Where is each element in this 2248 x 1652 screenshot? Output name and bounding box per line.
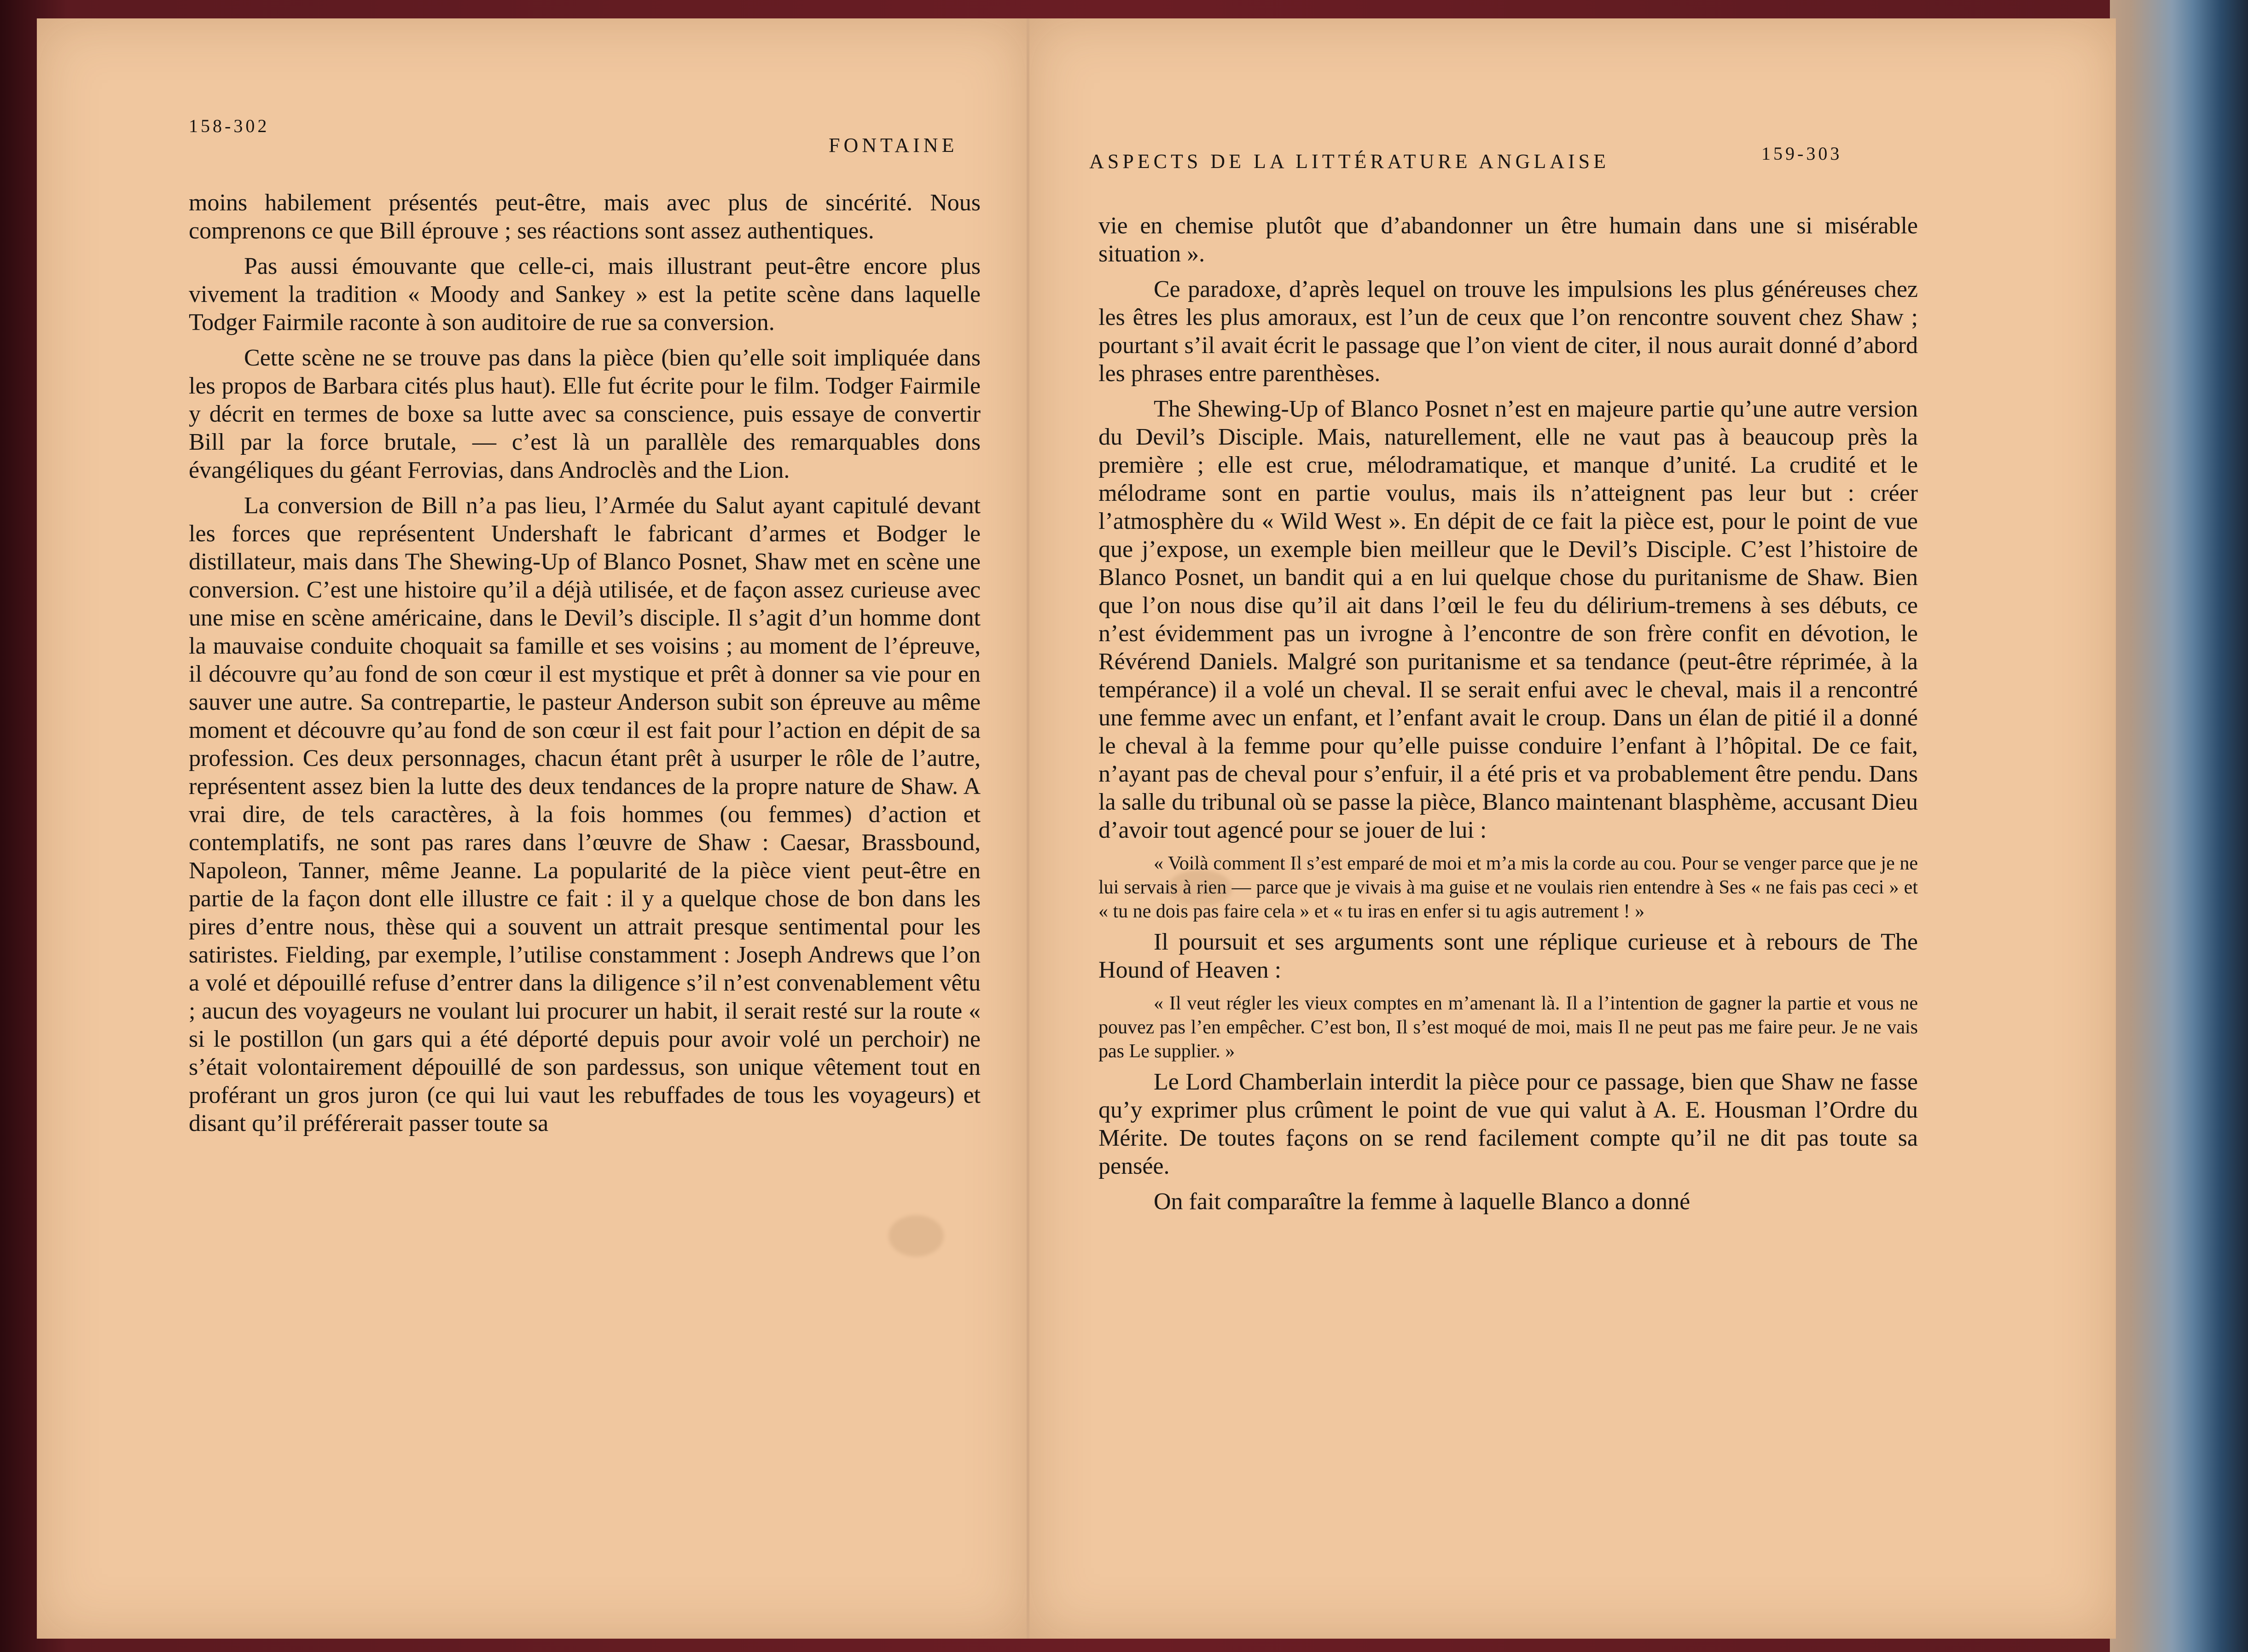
left-page-text bbox=[189, 189, 981, 1145]
page-stain bbox=[889, 1215, 944, 1257]
right-page bbox=[1027, 18, 2116, 1639]
left-paragraph-1: moins habilement présentés peut-être, mais avec plus de sincérité. Nous comprenons ce que Bill éprouve ; ses réactions sont assez authentiques. bbox=[189, 190, 981, 244]
right-paragraph-1: vie en chemise plutôt que d’abandonner un être humain dans une si misérable situation ». bbox=[1098, 213, 1918, 267]
right-page-number: 159-303 bbox=[1761, 143, 1842, 164]
right-paragraph-5: Le Lord Chamberlain interdit la pièce pour ce passage, bien que Shaw ne fasse qu’y exprimer plus crûment le point de vue qui valut à A. E. Housman l’Ordre du Mérite. De toutes façons on se rend facilement compte qu’il ne dit pas toute sa pensée. bbox=[1098, 1069, 1918, 1179]
right-quote-2: « Il veut régler les vieux comptes en m’amenant là. Il a l’intention de gagner la partie et vous ne pouvez pas l’en empêcher. C’est bon, Il s’est moqué de moi, mais Il ne peut pas me faire peur. Je ne vais pas Le supplier. » bbox=[1098, 993, 1918, 1062]
right-paragraph-3: The Shewing-Up of Blanco Posnet n’est en majeure partie qu’une autre version du Devil’s Disciple. Mais, naturellement, elle ne vaut pas à beaucoup près la première ; elle est crue, mélodramatique, et manque d’unité. La crudité et le mélodrame sont en partie voulus, mais ils n’atteignent pas leur but : créer l’atmosphère du « Wild West ». En dépit de ce fait la pièce est, pour le point de vue que j’expose, un exemple bien meilleur que le Devil’s Disciple. C’est l’histoire de Blanco Posnet, un bandit qui a en lui quelque chose du puritanisme de Shaw. Bien que l’on nous dise qu’il ait dans l’œil le feu du délirium-tremens à ses débuts, ce n’est évidemment pas un ivrogne à l’encontre de son frère confit en dévotion, le Révérend Daniels. Malgré son puritanisme et sa tendance (peut-être réprimée, à la tempérance) il a volé un cheval. Il se serait enfui avec le cheval, mais il a rencontré une femme avec un enfant, et l’enfant avait le croup. Dans un élan de pitié il a donné le cheval à la femme pour qu’elle puisse conduire l’enfant à l’hôpital. De ce fait, n’ayant pas de cheval pour s’enfuir, il a été pris et va probablement être pendu. Dans la salle du tribunal où se passe la pièce, Blanco maintenant blasphème, accusant Dieu d’avoir tout agencé pour se jouer de lui : bbox=[1098, 396, 1918, 843]
left-paragraph-4: La conversion de Bill n’a pas lieu, l’Armée du Salut ayant capitulé devant les forces que représentent Undershaft le fabricant d’armes et Bodger le distillateur, mais dans The Shewing-Up of Blanco Posnet, Shaw met en scène une conversion. C’est une histoire qu’il a déjà utilisée, et de façon assez curieuse avec une mise en scène américaine, dans le Devil’s disciple. Il s’agit d’un homme dont la mauvaise conduite choquait sa famille et ses voisins ; au moment de l’épreuve, il découvre qu’au fond de son cœur il est mystique et prêt à donner sa vie pour en sauver une autre. Sa contrepartie, le pasteur Anderson subit son épreuve au même moment et découvre qu’au fond de son cœur il est fait pour l’action en dépit de sa profession. Ces deux personnages, chacun étant prêt à usurper le rôle de l’autre, représentent assez bien la lutte des deux tendances de la propre nature de Shaw. A vrai dire, de tels caractères, à la fois hommes (ou femmes) d’action et contemplatifs, ne sont pas rares dans l’œuvre de Shaw : Caesar, Brassbound, Napoleon, Tanner, même Jeanne. La popularité de la pièce vient peut-être en partie de la façon dont elle illustre ce fait : il y a quelque chose de bon dans les pires d’entre nous, thèse qui a souvent un attrait presque sentimental pour les satiristes. Fielding, par exemple, l’utilise constamment : Joseph Andrews que l’on a volé et dépouillé refuse d’entrer dans la diligence s’il n’est convenablement vêtu ; aucun des voyageurs ne voulant lui procurer un habit, il serait resté sur la route « si le postillon (un gars qui a été déporté depuis pour avoir volé un perchoir) ne s’était volontairement dépouillé de son pardessus, son unique vêtement tout en proférant un gros juron (ce qui lui vaut les rebuffades de tous les voyageurs) et disant qu’il préférerait passer toute sa bbox=[189, 493, 981, 1136]
right-running-head: ASPECTS DE LA LITTÉRATURE ANGLAISE bbox=[1089, 150, 1609, 173]
book-edge bbox=[2110, 0, 2248, 1652]
right-final-line: On fait comparaître la femme à laquelle Blanco a donné bbox=[1154, 1188, 1690, 1215]
right-paragraph-4: Il poursuit et ses arguments sont une réplique curieuse et à rebours de The Hound of Heaven : bbox=[1098, 929, 1918, 983]
right-paragraph-2: Ce paradoxe, d’après lequel on trouve les impulsions les plus généreuses chez les êtres les plus amoraux, est l’un de ceux que l’on rencontre souvent chez Shaw ; pourtant s’il avait écrit le passage que l’on vient de citer, il nous aurait donné d’abord les phrases entre parenthèses. bbox=[1098, 276, 1918, 387]
left-page bbox=[37, 18, 1029, 1639]
right-quote-1: « Voilà comment Il s’est emparé de moi et m’a mis la corde au cou. Pour se venger parce que je ne lui servais à rien — parce que je vivais à ma guise et ne voulais rien entendre à Ses « ne fais pas ceci » et « tu ne dois pas faire cela » et « tu iras en enfer si tu agis autrement ! » bbox=[1098, 853, 1918, 922]
left-paragraph-3: Cette scène ne se trouve pas dans la pièce (bien qu’elle soit impliquée dans les propos de Barbara cités plus haut). Elle fut écrite pour le film. Todger Fairmile y décrit en termes de boxe sa lutte avec sa conscience, puis essaye de convertir Bill par la force brutale, — c’est là un parallèle des remarquables dons évangéliques du géant Ferrovias, dans Androclès and the Lion. bbox=[189, 345, 981, 483]
right-page-text bbox=[1098, 212, 1918, 1223]
left-page-number: 158-302 bbox=[189, 116, 270, 136]
left-running-head: FONTAINE bbox=[829, 134, 958, 157]
left-paragraph-2: Pas aussi émouvante que celle-ci, mais illustrant peut-être encore plus vivement la tradition « Moody and Sankey » est la petite scène dans laquelle Todger Fairmile raconte à son auditoire de rue sa conversion. bbox=[189, 253, 981, 336]
